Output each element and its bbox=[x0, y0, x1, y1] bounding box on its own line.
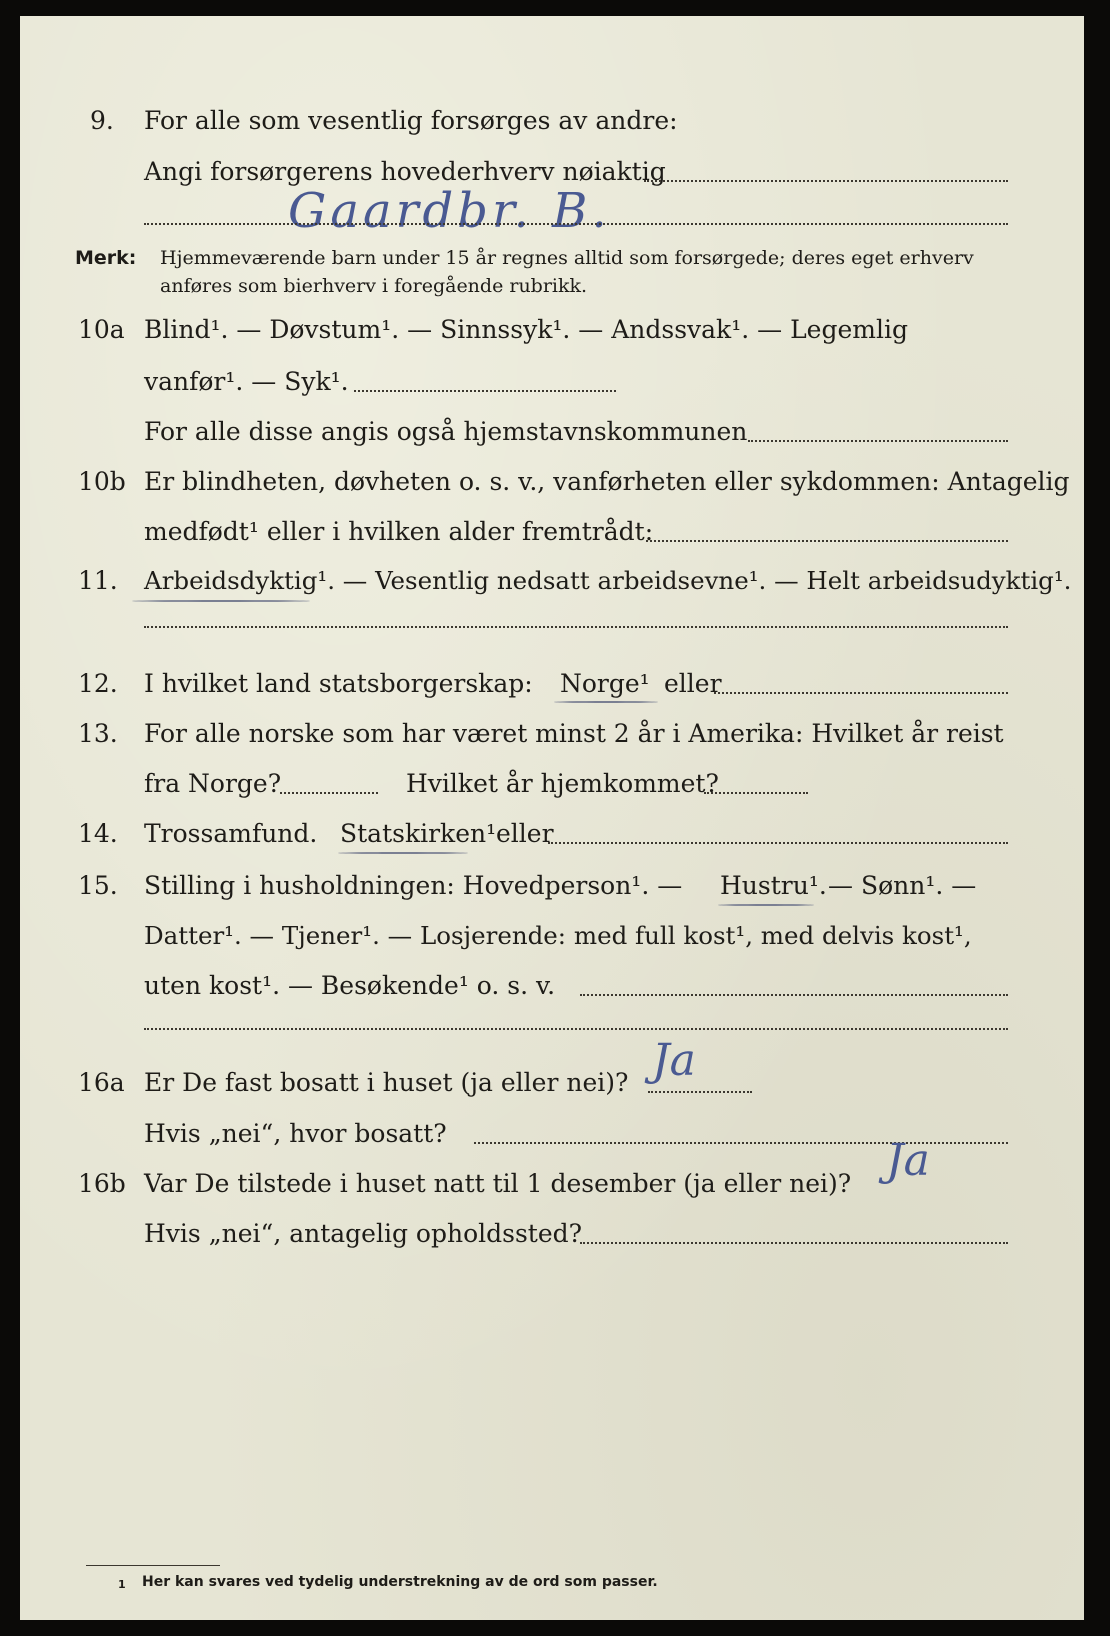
question-10a-line-3 bbox=[20, 412, 1084, 452]
question-number: 12. bbox=[78, 669, 118, 698]
answer-line[interactable] bbox=[580, 992, 1008, 996]
question-text: eller bbox=[496, 819, 554, 848]
question-number: 14. bbox=[78, 819, 118, 848]
question-number: 15. bbox=[78, 871, 118, 900]
question-12 bbox=[20, 664, 1084, 704]
answer-line[interactable] bbox=[354, 388, 616, 392]
question-text: — Sønn¹. — bbox=[828, 871, 977, 900]
answer-line[interactable] bbox=[548, 840, 1008, 844]
question-15 bbox=[20, 866, 1084, 906]
question-13 bbox=[20, 714, 1084, 754]
question-10a-line-2 bbox=[20, 362, 1084, 402]
answer-line[interactable] bbox=[580, 1240, 1008, 1244]
question-text: Er blindheten, døvheten o. s. v., vanførheten eller sykdommen: Antagelig bbox=[144, 467, 1070, 496]
question-text: Stilling i husholdningen: Hovedperson¹. — bbox=[144, 871, 683, 900]
question-text: fra Norge? bbox=[144, 769, 282, 798]
option-statskirken: Statskirken¹ bbox=[340, 819, 497, 848]
question-number: 16b bbox=[78, 1169, 126, 1198]
answer-line[interactable] bbox=[144, 221, 1008, 225]
footnote-mark: 1 bbox=[118, 1578, 126, 1591]
question-number: 16a bbox=[78, 1068, 125, 1097]
question-text: uten kost¹. — Besøkende¹ o. s. v. bbox=[144, 971, 556, 1000]
pencil-underline bbox=[338, 852, 468, 854]
question-text: medfødt¹ eller i hvilken alder fremtrådt: bbox=[144, 517, 654, 546]
pencil-underline bbox=[554, 701, 658, 703]
handwritten-answer: Ja bbox=[652, 1035, 696, 1086]
footnote-text: Her kan svares ved tydelig understrekning av de ord som passer. bbox=[142, 1574, 658, 1590]
question-text: eller bbox=[664, 669, 722, 698]
question-text: Trossamfund. bbox=[144, 819, 318, 848]
note-text: Hjemmeværende barn under 15 år regnes alltid som forsørgede; deres eget erhverv bbox=[160, 247, 974, 269]
question-10b-line-2 bbox=[20, 512, 1084, 552]
question-text: Angi forsørgerens hovederhverv nøiaktig bbox=[144, 157, 666, 186]
question-15-line-2 bbox=[20, 916, 1084, 956]
question-number: 10a bbox=[78, 315, 125, 344]
answer-line[interactable] bbox=[144, 1026, 1008, 1030]
footnote-rule bbox=[86, 1564, 220, 1566]
answer-line[interactable] bbox=[144, 624, 1008, 628]
answer-line[interactable] bbox=[648, 1089, 752, 1093]
option-hustru: Hustru¹. bbox=[720, 871, 827, 900]
question-number: 11. bbox=[78, 566, 118, 595]
question-text: Er De fast bosatt i huset (ja eller nei)? bbox=[144, 1068, 629, 1097]
question-number: 10b bbox=[78, 467, 126, 496]
option-norge: Norge¹ bbox=[560, 669, 650, 698]
pencil-underline bbox=[718, 904, 814, 906]
handwritten-answer: Ja bbox=[886, 1135, 930, 1186]
question-15-line-3 bbox=[20, 966, 1084, 1006]
question-text: vanfør¹. — Syk¹. bbox=[144, 367, 349, 396]
question-number: 13. bbox=[78, 719, 118, 748]
note-text: anføres som bierhverv i foregående rubrikk. bbox=[160, 275, 588, 297]
bleed-through-text bbox=[140, 1278, 147, 1303]
answer-line[interactable] bbox=[748, 438, 1008, 442]
question-9 bbox=[20, 101, 1084, 141]
answer-line[interactable] bbox=[644, 178, 1008, 182]
question-16b-line-2 bbox=[20, 1214, 1084, 1254]
answer-line[interactable] bbox=[646, 538, 1008, 542]
note-merk-line-2 bbox=[20, 266, 1084, 306]
question-13-line-2 bbox=[20, 764, 1084, 804]
question-text: I hvilket land statsborgerskap: bbox=[144, 669, 533, 698]
question-16a bbox=[20, 1063, 1084, 1103]
question-text: Blind¹. — Døvstum¹. — Sinnssyk¹. — Andssvak¹. — Legemlig bbox=[144, 315, 908, 344]
question-text: Hvilket år hjemkommet? bbox=[406, 769, 719, 798]
question-text: Var De tilstede i huset natt til 1 desember (ja eller nei)? bbox=[144, 1169, 852, 1198]
question-text: Datter¹. — Tjener¹. — Losjerende: med full kost¹, med delvis kost¹, bbox=[144, 921, 972, 950]
answer-line[interactable] bbox=[280, 790, 378, 794]
question-10b bbox=[20, 462, 1084, 502]
answer-line[interactable] bbox=[704, 790, 808, 794]
census-form-page bbox=[20, 16, 1084, 1620]
question-text: Arbeidsdyktig¹. — Vesentlig nedsatt arbeidsevne¹. — Helt arbeidsudyktig¹. bbox=[144, 566, 1072, 595]
question-10a bbox=[20, 310, 1084, 350]
handwritten-answer: Gaardbr. B. bbox=[288, 183, 611, 239]
question-text: Hvis „nei“, antagelig opholdssted? bbox=[144, 1219, 583, 1248]
question-number: 9. bbox=[90, 106, 114, 135]
question-text: For alle norske som har været minst 2 år i Amerika: Hvilket år reist bbox=[144, 719, 1004, 748]
question-text: Hvis „nei“, hvor bosatt? bbox=[144, 1119, 447, 1148]
question-11 bbox=[20, 561, 1084, 601]
pencil-underline bbox=[132, 600, 310, 602]
question-text: For alle disse angis også hjemstavnskommunen bbox=[144, 417, 748, 446]
note-label: Merk: bbox=[75, 247, 137, 269]
answer-line[interactable] bbox=[714, 690, 1008, 694]
question-text: For alle som vesentlig forsørges av andre: bbox=[144, 106, 678, 135]
question-14 bbox=[20, 814, 1084, 854]
